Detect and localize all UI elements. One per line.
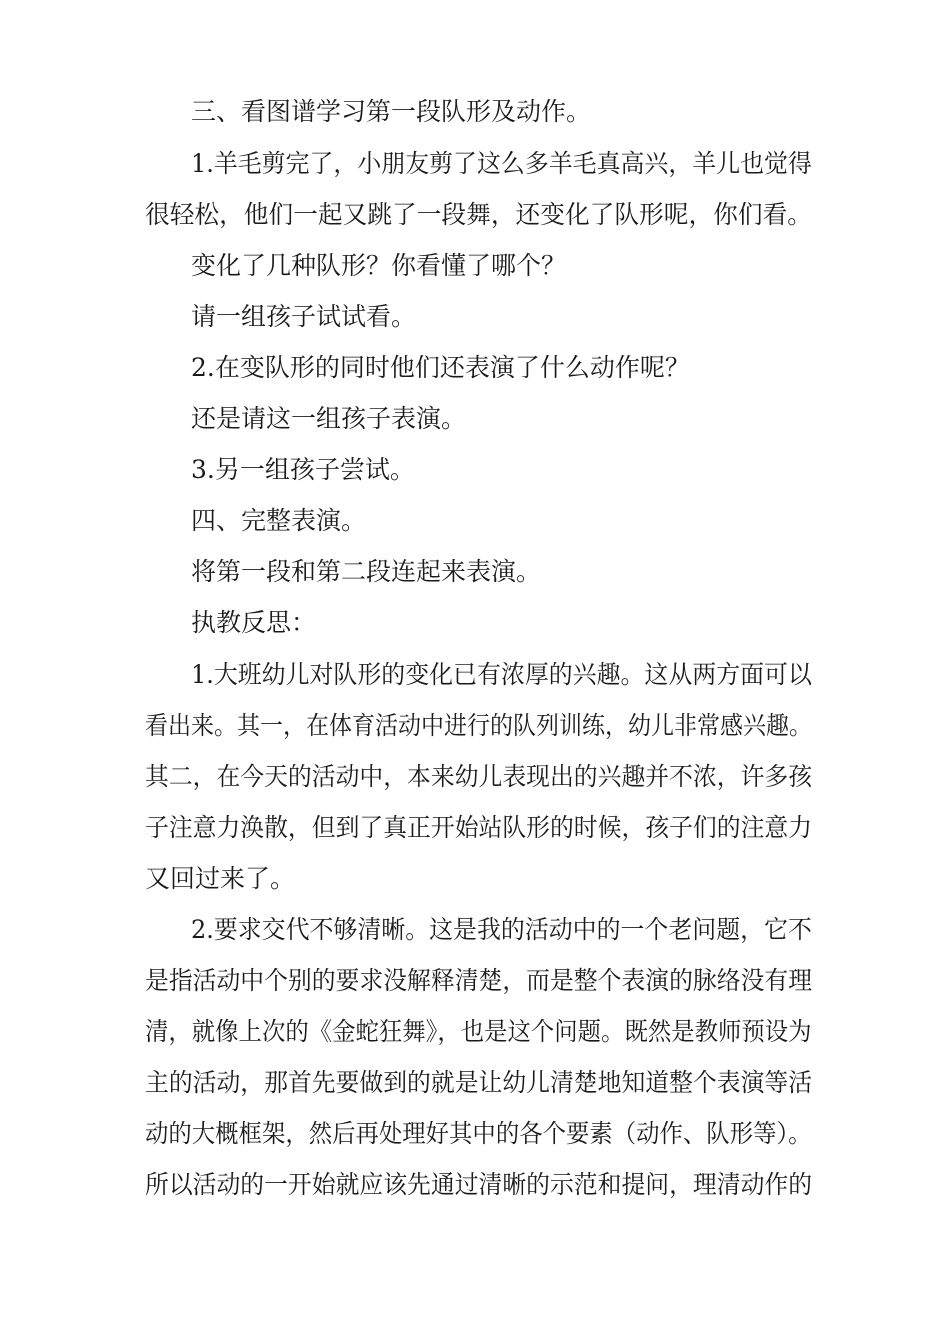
paragraph-line: 请一组孩子试试看。 <box>191 302 417 331</box>
paragraph-line: 将第一段和第二段连起来表演。 <box>191 557 542 586</box>
paragraph-line: 清，就像上次的《金蛇狂舞》，也是这个问题。既然是教师预设为 <box>145 1017 812 1046</box>
paragraph-line: 又回过来了。 <box>145 864 296 893</box>
paragraph-line: 2.在变队形的同时他们还表演了什么动作呢？ <box>191 353 690 382</box>
paragraph-line: 主的活动，那首先要做到的就是让幼儿清楚地知道整个表演等活 <box>145 1068 813 1097</box>
paragraph-line: 是指活动中个别的要求没解释清楚，而是整个表演的脉络没有理 <box>145 966 813 995</box>
section-heading-3: 三、看图谱学习第一段队形及动作。 <box>191 97 592 126</box>
paragraph-line: 1.羊毛剪完了，小朋友剪了这么多羊毛真高兴，羊儿也觉得 <box>191 149 812 178</box>
paragraph-line: 1.大班幼儿对队形的变化已有浓厚的兴趣。这从两方面可以 <box>191 660 812 689</box>
paragraph-line: 3.另一组孩子尝试。 <box>191 455 415 484</box>
reflection-heading: 执教反思： <box>191 608 317 637</box>
paragraph-line: 变化了几种队形？你看懂了哪个？ <box>191 251 567 280</box>
paragraph-line: 还是请这一组孩子表演。 <box>191 404 467 433</box>
paragraph-line: 所以活动的一开始就应该先通过清晰的示范和提问，理清动作的 <box>145 1170 813 1199</box>
paragraph-line: 其二，在今天的活动中，本来幼儿表现出的兴趣并不浓，许多孩 <box>145 762 813 791</box>
paragraph-line: 动的大概框架，然后再处理好其中的各个要素（动作、队形等）。 <box>145 1119 812 1148</box>
paragraph-line: 看出来。其一，在体育活动中进行的队列训练，幼儿非常感兴趣。 <box>145 711 813 740</box>
paragraph-line: 2.要求交代不够清晰。这是我的活动中的一个老问题，它不 <box>191 915 812 944</box>
section-heading-4: 四、完整表演。 <box>191 506 367 535</box>
paragraph-line: 很轻松，他们一起又跳了一段舞，还变化了队形呢，你们看。 <box>145 200 812 229</box>
paragraph-line: 子注意力涣散，但到了真正开始站队形的时候，孩子们的注意力 <box>145 813 813 842</box>
